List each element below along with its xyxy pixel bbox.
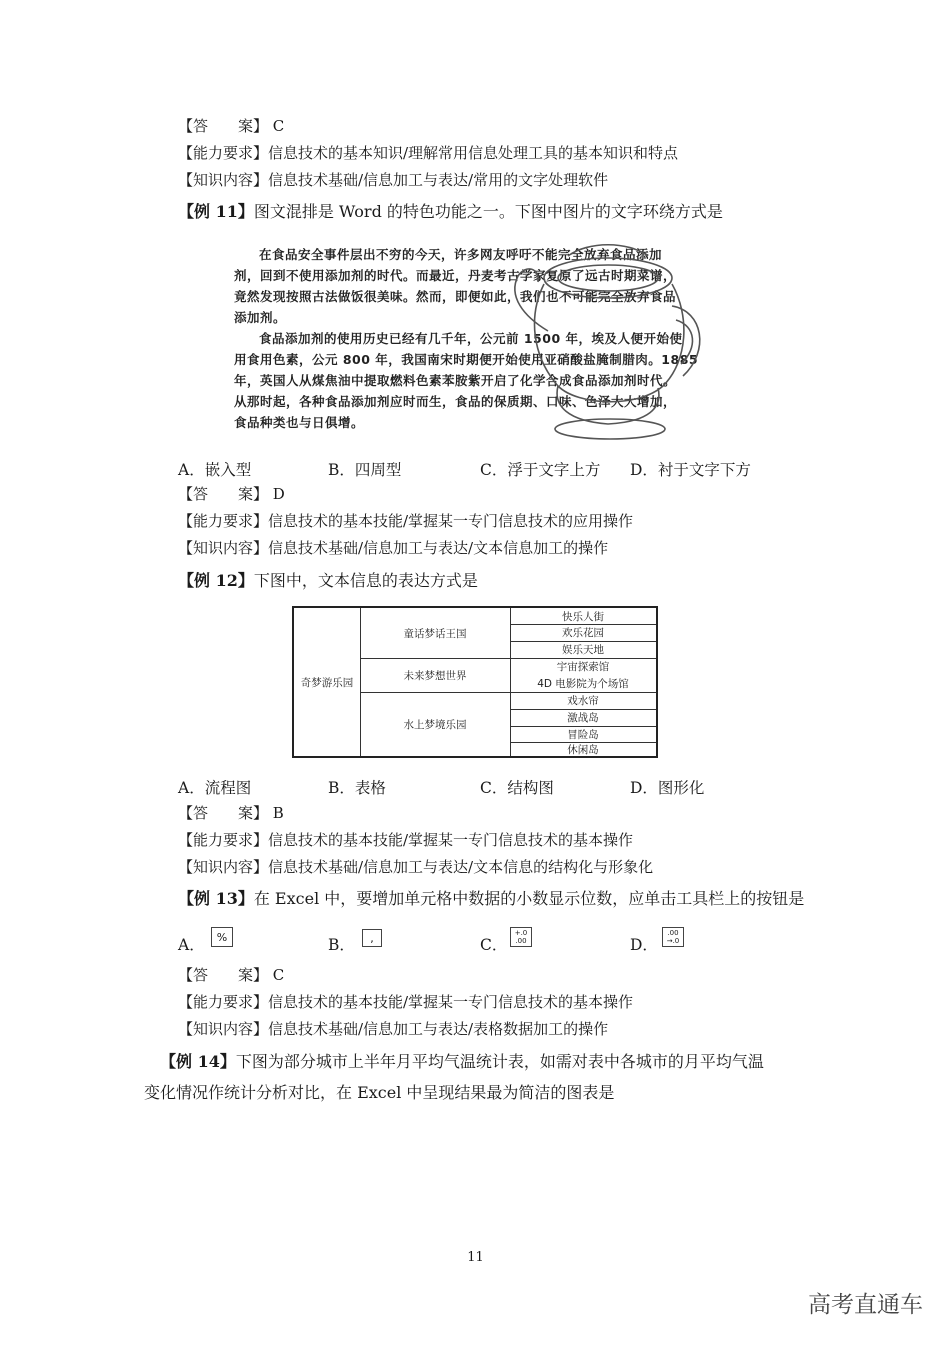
ex14-question-line1: [160, 1052, 764, 1072]
ex12-answer: 【答 案】 B: [178, 804, 284, 822]
watermark: 高考直通车: [808, 1292, 923, 1318]
ex13-content: 【知识内容】信息技术基础/信息加工与表达/表格数据加工的操作: [178, 1020, 609, 1038]
decrease-decimal-icon: .00 →.0: [662, 927, 684, 947]
ex11-question-text: 图文混排是 Word 的特色功能之一。下图中图片的文字环绕方式是: [253, 202, 723, 221]
chart-branch-2: 未来梦想世界: [403, 669, 467, 682]
ex11-option-b: B．四周型: [328, 461, 402, 479]
ex11-content: 【知识内容】信息技术基础/信息加工与表达/文本信息加工的操作: [178, 539, 609, 557]
page-number: 11: [467, 1250, 484, 1265]
ex14-question-text-1: 下图为部分城市上半年月平均气温统计表，如需对表中各城市的月平均气温: [235, 1052, 764, 1071]
article-line: 竟然发现按照古法做饭很美味。然而，即便如此，我们也不可能完全放弃食品: [234, 289, 677, 304]
chart-leaf: 戏水帘: [567, 695, 599, 707]
ex11-option-c: C．浮于文字上方: [480, 461, 601, 479]
ex13-answer: 【答 案】 C: [178, 966, 285, 984]
chart-leaf: 快乐人街: [562, 610, 604, 623]
chart-leaf: 4D 电影院为个场馆: [537, 678, 629, 690]
ex13-option-b-label: B．: [328, 936, 355, 954]
ex12-content: 【知识内容】信息技术基础/信息加工与表达/文本信息的结构化与形象化: [178, 858, 654, 876]
percent-style-icon: %: [211, 927, 233, 947]
article-line: 食品种类也与日俱增。: [234, 415, 365, 430]
ex10-answer: 【答 案】 C: [178, 117, 285, 135]
article-line: 从那时起，各种食品添加剂应时而生，食品的保质期、口味、色泽大大增加，: [234, 394, 677, 409]
chart-branch-3: 水上梦境乐园: [403, 718, 467, 731]
ex10-content: 【知识内容】信息技术基础/信息加工与表达/常用的文字处理软件: [178, 171, 609, 189]
ex13-option-a-label: A．: [178, 936, 205, 954]
ex13-label: 【例 13】: [178, 889, 254, 908]
ex12-question-text: 下图中，文本信息的表达方式是: [253, 571, 478, 590]
teapot-image: [498, 236, 720, 446]
ex12-structure-chart: [292, 606, 658, 758]
ex11-question: [178, 202, 723, 222]
ex13-question-text: 在 Excel 中，要增加单元格中数据的小数显示位数，应单击工具栏上的按钮是: [253, 889, 805, 908]
article-line: 在食品安全事件层出不穷的今天，许多网友呼吁不能完全放弃食品添加: [259, 247, 663, 262]
ex14-label: 【例 14】: [160, 1052, 236, 1071]
ex12-question: [178, 571, 478, 591]
article-line: 用食用色素，公元 800 年，我国南宋时期便开始使用亚硝酸盐腌制腊肉。1885: [234, 352, 699, 367]
ex12-option-a: A．流程图: [178, 779, 252, 797]
chart-leaf: 娱乐天地: [562, 644, 604, 656]
chart-root: 奇梦游乐园: [300, 676, 354, 689]
article-line: 食品添加剂的使用历史已经有几千年，公元前 1500 年，埃及人便开始使: [259, 331, 683, 346]
article-line: 剂，回到不使用添加剂的时代。而最近，丹麦考古学家复原了远古时期菜谱，: [234, 268, 677, 283]
ex12-option-b: B．表格: [328, 779, 386, 797]
ex14-question-line2: 变化情况作统计分析对比，在 Excel 中呈现结果最为简洁的图表是: [144, 1083, 615, 1102]
ex10-ability: 【能力要求】信息技术的基本知识/理解常用信息处理工具的基本知识和特点: [178, 144, 679, 162]
ex12-ability: 【能力要求】信息技术的基本技能/掌握某一专门信息技术的基本操作: [178, 831, 634, 849]
ex13-ability: 【能力要求】信息技术的基本技能/掌握某一专门信息技术的基本操作: [178, 993, 634, 1011]
ex13-question: [178, 889, 804, 909]
article-line: 添加剂。: [234, 310, 287, 325]
increase-decimal-icon: +.0 .00: [510, 927, 532, 947]
chart-leaf: 激战岛: [567, 712, 599, 724]
chart-branch-1: 童话梦话王国: [403, 627, 467, 640]
comma-style-icon: ,: [362, 929, 382, 947]
chart-leaf: 冒险岛: [567, 728, 599, 741]
ex11-answer: 【答 案】 D: [178, 485, 285, 503]
chart-leaf: 休闲岛: [567, 743, 599, 756]
ex13-option-d-label: D．: [630, 936, 658, 954]
ex11-option-d: D．衬于文字下方: [630, 461, 751, 479]
chart-leaf: 宇宙探索馆: [556, 661, 610, 673]
ex11-ability: 【能力要求】信息技术的基本技能/掌握某一专门信息技术的应用操作: [178, 512, 634, 530]
ex12-label: 【例 12】: [178, 571, 254, 590]
ex12-option-c: C．结构图: [480, 779, 554, 797]
article-line: 年，英国人从煤焦油中提取燃料色素苯胺紫开启了化学合成食品添加剂时代。: [234, 373, 677, 388]
ex11-option-a: A．嵌入型: [178, 461, 252, 479]
ex13-option-c-label: C．: [480, 936, 508, 954]
chart-leaf: 欢乐花园: [562, 627, 604, 639]
ex12-option-d: D．图形化: [630, 779, 705, 797]
ex11-label: 【例 11】: [178, 202, 254, 221]
